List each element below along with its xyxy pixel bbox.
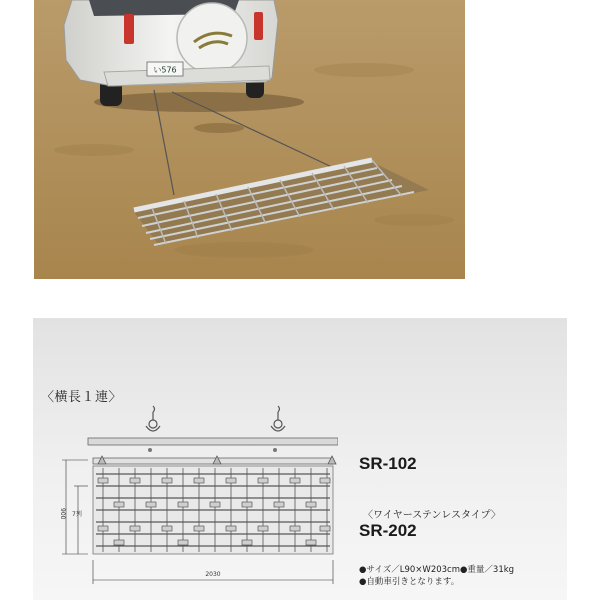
rows-label: 7列 <box>72 511 82 518</box>
model-sr-102: SR-102 <box>359 454 417 473</box>
spec-panel <box>33 318 567 600</box>
spec-size-weight: ●サイズ／L90×W203cm●重量／31kg <box>359 565 515 575</box>
bottom-bar <box>93 458 333 464</box>
height-dimension <box>62 460 88 554</box>
car <box>64 0 304 112</box>
spec-tow-note: ●自動車引きとなります。 <box>359 577 460 587</box>
top-bar <box>88 438 338 445</box>
type-label: 〈ワイヤーステンレスタイプ〉 <box>363 510 501 521</box>
product-photo <box>34 0 465 279</box>
tow-hooks <box>146 406 285 431</box>
layout-heading: 〈横長１連〉 <box>41 390 123 405</box>
technical-drawing <box>58 398 338 598</box>
height-label: 900 <box>59 508 66 520</box>
model-sr-202: SR-202 <box>359 521 417 540</box>
width-label: 2030 <box>205 571 221 578</box>
license-plate: い576 <box>153 65 177 75</box>
